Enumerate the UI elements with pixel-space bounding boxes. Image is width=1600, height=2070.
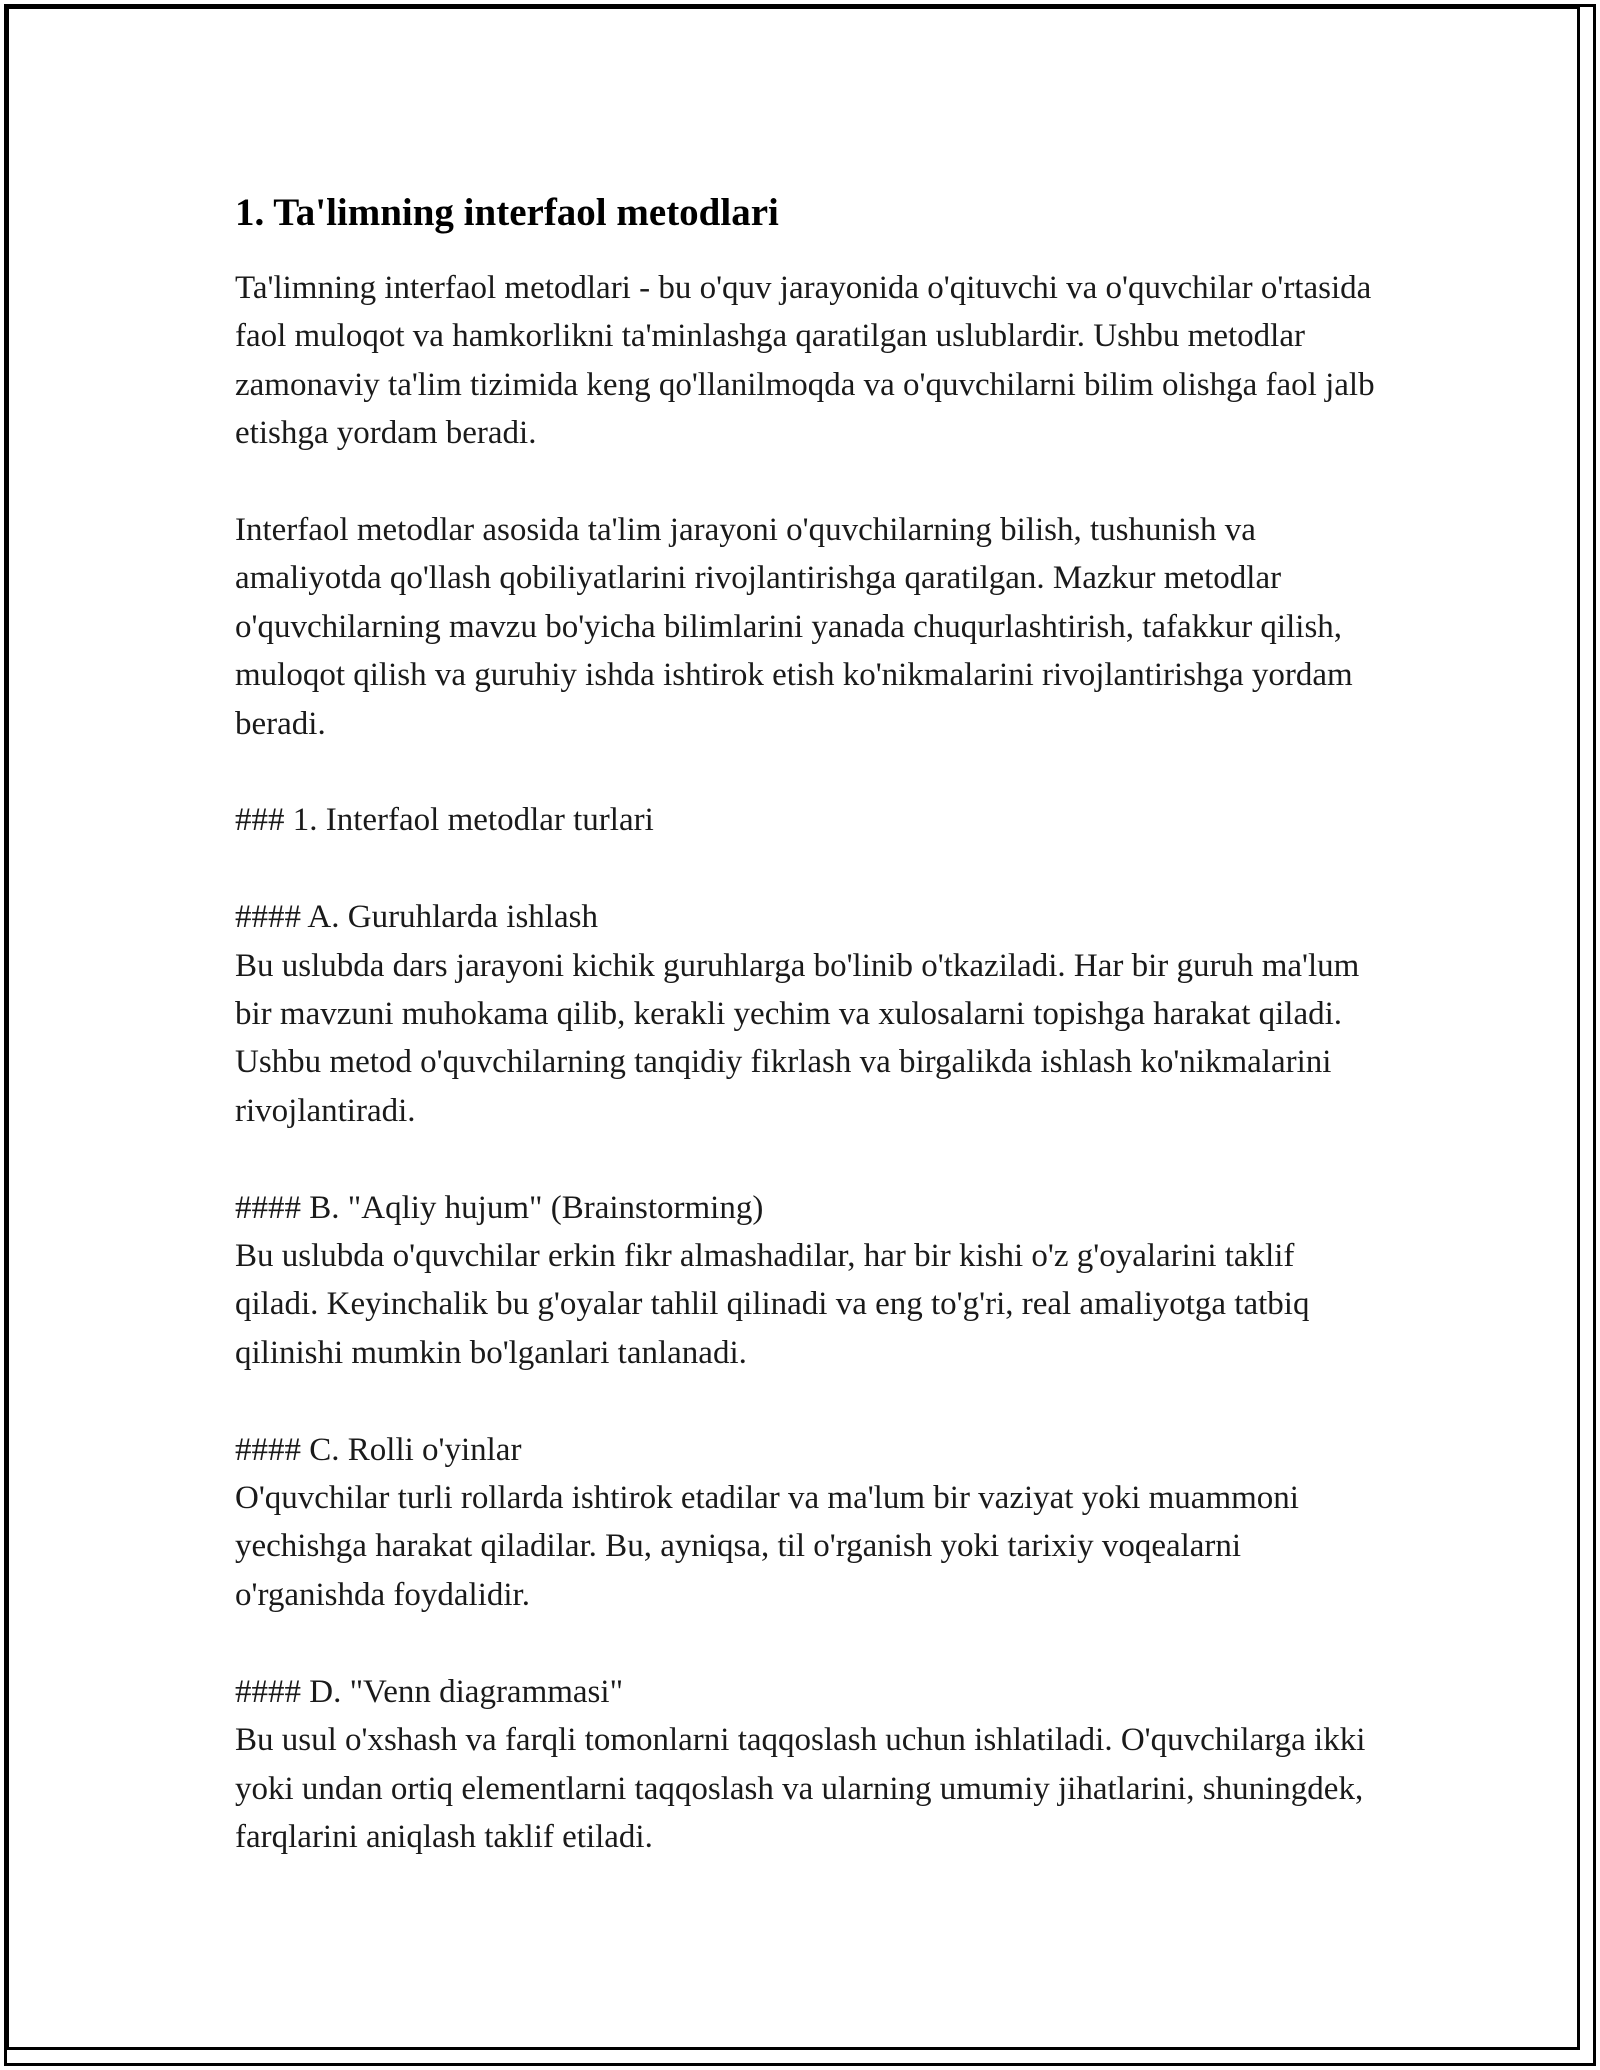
spacer [235,1135,1385,1183]
document-body [235,188,1385,1861]
spacer [235,1377,1385,1425]
section-heading: ### 1. Interfaol metodlar turlari [235,802,654,839]
spacer [235,845,1385,893]
document-title: 1. Ta'limning interfaol metodlari [235,191,779,234]
subsection-heading-d: #### D. "Venn diagrammasi" [235,1673,624,1710]
subsection-heading-c: #### C. Rolli o'yinlar [235,1431,522,1468]
spacer [235,458,1385,506]
intro-paragraph-2: Interfaol metodlar asosida ta'lim jarayoni o'quvchilarning bilish, tushunish va amaliyotda qo'llash qobiliyatlarini rivojlantirishga qaratilgan. Mazkur metodlar o'quvchilarning mavzu bo'yicha bilimlarini yanada chuqurlashtirish, tafakkur qilish, muloqot qilish va guruhiy ishda ishtirok etish ko'nikmalarini rivojlantirishga yordam beradi. [235,512,1353,742]
spacer [235,1619,1385,1667]
spacer [235,748,1385,796]
intro-paragraph-1: Ta'limning interfaol metodlari - bu o'quv jarayonida o'qituvchi va o'quvchilar o'rtasida faol muloqot va hamkorlikni ta'minlashga qaratilgan uslublardir. Ushbu metodlar zamonaviy ta'lim tizimida keng qo'llanilmoqda va o'quvchilarni bilim olishga faol jalb etishga yordam beradi. [235,270,1375,452]
subsection-text-a: Bu uslubda dars jarayoni kichik guruhlarga bo'linib o'tkaziladi. Har bir guruh ma'lum bir mavzuni muhokama qilib, kerakli yechim va xulosalarni topishga harakat qiladi. Ushbu metod o'quvchilarning tanqidiy fikrlash va birgalikda ishlash ko'nikmalarini rivojlantiradi. [235,947,1360,1129]
subsection-heading-a: #### A. Guruhlarda ishlash [235,899,598,936]
subsection-text-b: Bu uslubda o'quvchilar erkin fikr almashadilar, har bir kishi o'z g'oyalarini taklif qiladi. Keyinchalik bu g'oyalar tahlil qilinadi va eng to'g'ri, real amaliyotga tatbiq qilinishi mumkin bo'lganlari tanlanadi. [235,1238,1310,1371]
subsection-heading-b: #### B. "Aqliy hujum" (Brainstorming) [235,1189,764,1226]
subsection-text-c: O'quvchilar turli rollarda ishtirok etadilar va ma'lum bir vaziyat yoki muammoni yechishga harakat qiladilar. Bu, ayniqsa, til o'rganish yoki tarixiy voqealarni o'rganishda foydalidir. [235,1480,1299,1613]
subsection-text-d: Bu usul o'xshash va farqli tomonlarni taqqoslash uchun ishlatiladi. O'quvchilarga ikki yoki undan ortiq elementlarni taqqoslash va ularning umumiy jihatlarini, shuningdek, farqlarini aniqlash taklif etiladi. [235,1722,1366,1855]
